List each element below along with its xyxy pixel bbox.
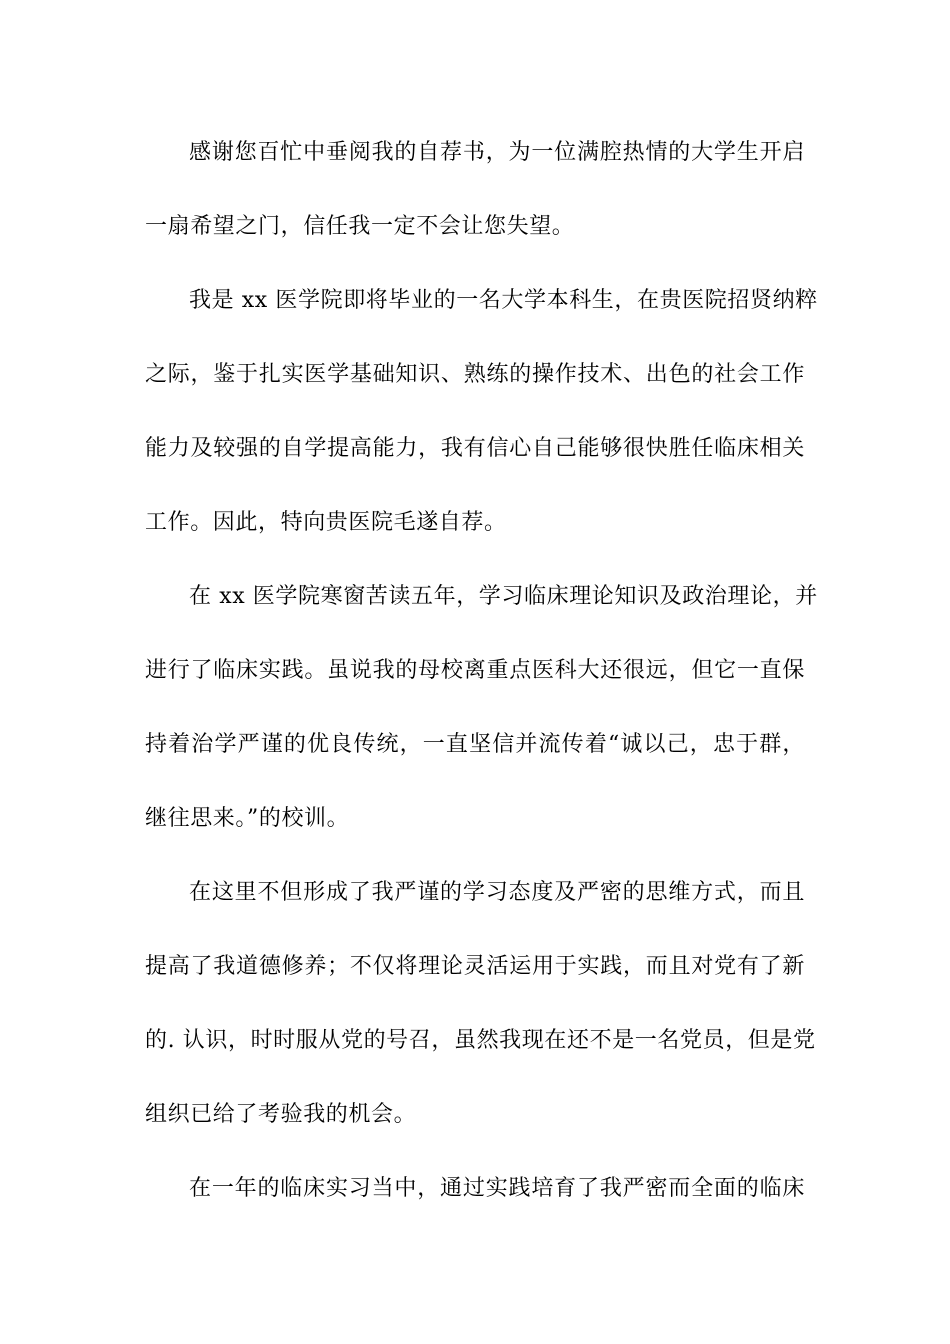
paragraph-2-line-2: 之际，鉴于扎实医学基础知识、熟练的操作技术、出色的社会工作 <box>145 362 805 387</box>
paragraph-1-line-1: 感谢您百忙中垂阅我的自荐书，为一位满腔热情的大学生开启 <box>189 140 805 165</box>
paragraph-4-line-3: 的. 认识，时时服从党的号召，虽然我现在还不是一名党员，但是党 <box>145 1028 816 1053</box>
paragraph-3-line-4: 继往思来。”的校训。 <box>145 806 350 831</box>
paragraph-4-line-2: 提高了我道德修养；不仅将理论灵活运用于实践，而且对党有了新 <box>145 954 805 979</box>
paragraph-2-line-4: 工作。因此，特向贵医院毛遂自荐。 <box>145 510 507 535</box>
paragraph-5-line-1: 在一年的临床实习当中，通过实践培育了我严密而全面的临床 <box>189 1176 805 1201</box>
paragraph-3-line-2: 进行了临床实践。虽说我的母校离重点医科大还很远，但它一直保 <box>145 658 805 683</box>
paragraph-3-line-3: 持着治学严谨的优良传统，一直坚信并流传着“诚以己，忠于群， <box>145 732 805 757</box>
paragraph-4-line-1: 在这里不但形成了我严谨的学习态度及严密的思维方式，而且 <box>189 880 805 905</box>
paragraph-2-line-3: 能力及较强的自学提高能力，我有信心自己能够很快胜任临床相关 <box>145 436 805 461</box>
paragraph-2-line-1: 我是 xx 医学院即将毕业的一名大学本科生，在贵医院招贤纳粹 <box>189 288 818 313</box>
paragraph-3-line-1: 在 xx 医学院寒窗苦读五年，学习临床理论知识及政治理论，并 <box>189 584 818 609</box>
paragraph-4-line-4: 组织已给了考验我的机会。 <box>145 1102 417 1127</box>
paragraph-1-line-2: 一扇希望之门，信任我一定不会让您失望。 <box>145 214 575 239</box>
